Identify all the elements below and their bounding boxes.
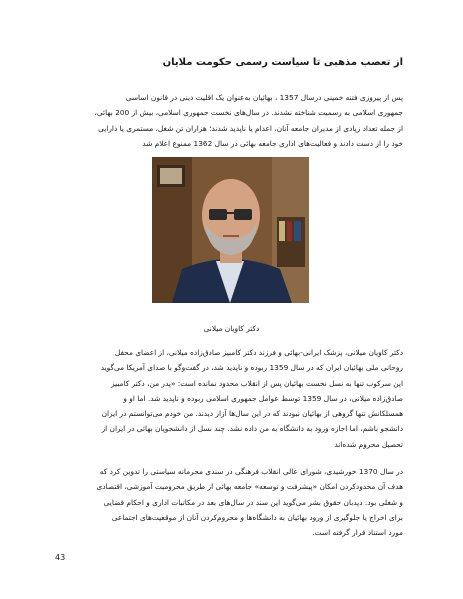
page-number: 43 — [55, 553, 66, 562]
paragraph-line: در سال 1370 خورشیدی، شورای عالی انقلاب فرهنگی در سندی محرمانه سیاستی را تدوین کرد که — [99, 467, 403, 476]
paragraph-line: همسلکانش تنها گروهی از بهائیان نبودند که در این سال‌ها آزار دیدند. من خودم می‌توانستم در ایران — [101, 409, 403, 419]
paragraph-2 — [61, 345, 403, 452]
photo-caption: دکتر کاویان میلانی — [203, 324, 260, 333]
paragraph-line: پس از پیروزی فتنه خمینی درسال 1357 ، بهائیان به‌عنوان یک اقلیت دینی در قانون اساسی — [125, 93, 403, 102]
paragraph-line: از جمله تعداد زیادی از مدیران جامعه آنان، اعدام یا ناپدید شدند؛ هزاران تن شغل، مستمری یا دارایی — [98, 123, 403, 133]
paragraph-line: تحصیل محروم شده‌اند — [334, 439, 403, 449]
paragraph-line: خود را از دست دادند و فعالیت‌های اداری جامعه بهائی در سال 1362 ممنوع اعلام شد — [142, 138, 403, 148]
paragraph-3 — [61, 464, 403, 540]
paragraph-line: این سرکوب تنها به نسل نخست بهائیان پس از انقلاب محدود نمانده است: «پدر من، دکتر کامبیز — [110, 378, 403, 388]
paragraph-line: صادق‌زاده میلانی، در سال 1359 توسط عوامل جمهوری اسلامی ربوده و ناپدید شد. اما او و — [123, 393, 403, 403]
paragraph-line: و شغلی بود. دیدبان حقوق بشر می‌گوید این سند در سال‌های بعد در مکاتبات اداری و احکام قضایی — [103, 497, 403, 507]
portrait-photo — [152, 157, 309, 303]
paragraph-line: هدف آن محدودکردن امکان «پیشرفت و توسعه» جامعه بهائی از طریق محرومیت آموزشی، اقتصادی — [96, 482, 403, 492]
paragraph-line: دکتر کاویان میلانی، پزشک ایرانی-بهائی و فرزند دکتر کامبیز صادق‌زاده میلانی، از اعضای محفل — [114, 348, 403, 357]
paragraph-line: مورد استناد قرار گرفته است. — [312, 528, 403, 538]
section-heading: از تعصب مذهبی تا سیاست رسمی حکومت ملایان — [162, 57, 403, 68]
paragraph-line: روحانی ملی بهائیان ایران که در سال 1359 ربوده و ناپدید شد، در گفت‌وگو با صدای آمریکا می‌گوید — [100, 363, 403, 373]
portrait-illustration — [152, 157, 309, 303]
paragraph-line: برای اخراج یا جلوگیری از ورود بهائیان به دانشگاه‌ها و محروم‌کردن آنان از موقعیت‌های اجتماعی — [111, 512, 403, 522]
paragraph-line: دانشجو باشم، اما اجازه ورود به دانشگاه به من داده نشد. چند نسل از دانشجویان بهائی در ایران از — [101, 424, 403, 434]
paragraph-line: جمهوری اسلامی به رسمیت شناخته نشدند. در سال‌های نخست جمهوری اسلامی، بیش از 200 بهائی، — [94, 108, 403, 118]
paragraph-1 — [61, 90, 403, 151]
